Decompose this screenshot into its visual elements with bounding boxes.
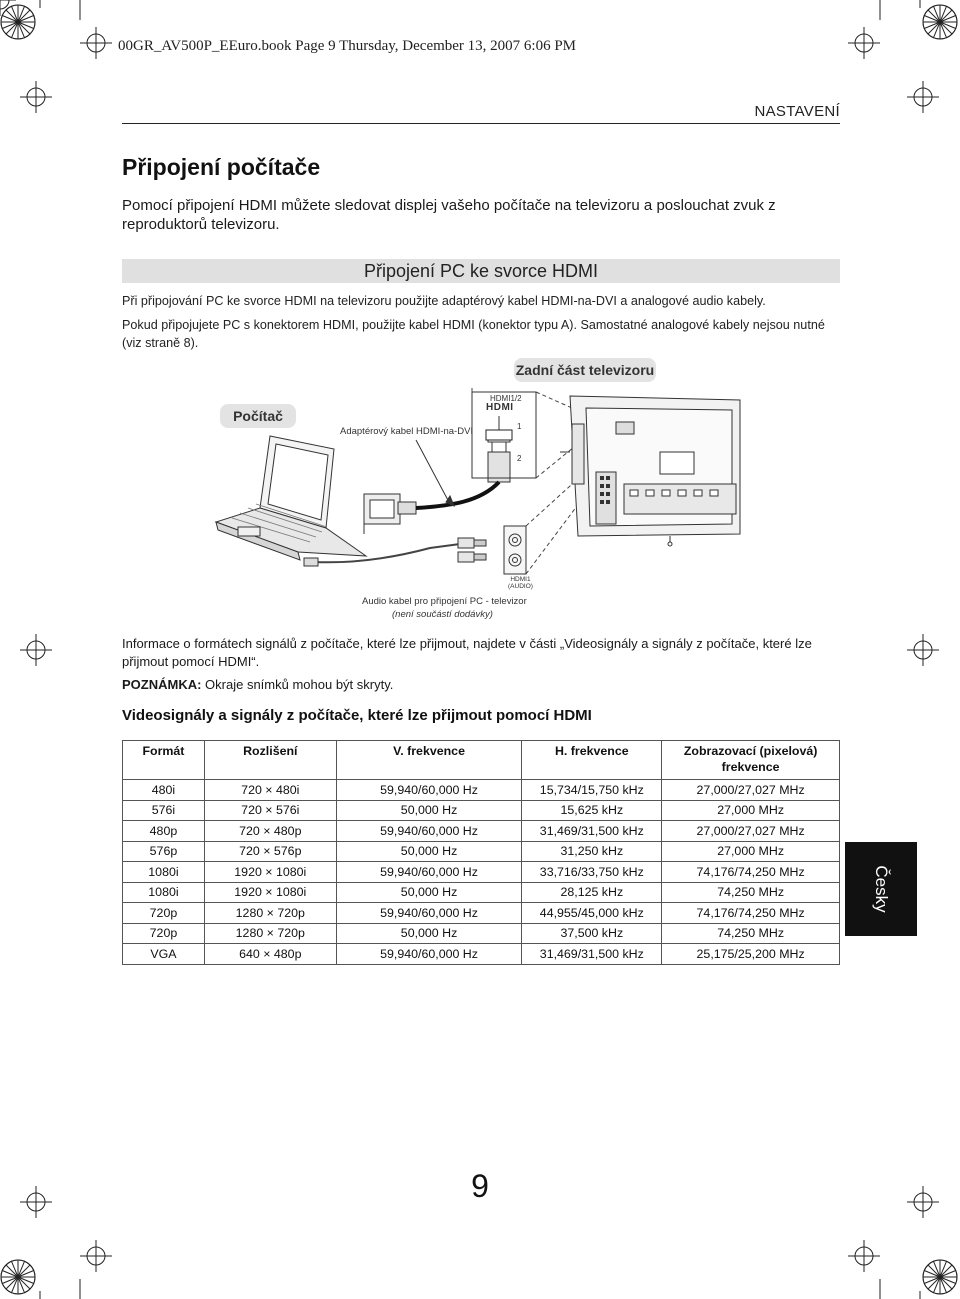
header-h-frequency: H. frekvence: [522, 741, 662, 780]
note-label: POZNÁMKA:: [122, 677, 202, 692]
cell-resolution: 720 × 576i: [204, 800, 336, 821]
cell-v-frequency: 50,000 Hz: [336, 841, 522, 862]
cell-pixel-frequency: 74,250 MHz: [662, 882, 840, 903]
header-format: Formát: [123, 741, 205, 780]
language-tab: [845, 842, 917, 936]
page-number: 9: [471, 1168, 489, 1204]
cell-resolution: 720 × 480p: [204, 821, 336, 842]
note-text: Okraje snímků mohou být skryty.: [201, 677, 394, 692]
header-v-frequency: V. frekvence: [336, 741, 522, 780]
cell-v-frequency: 59,940/60,000 Hz: [336, 944, 522, 965]
pc-label: Počítač: [220, 404, 296, 428]
tv-back-illustration: [560, 396, 740, 546]
intro-paragraph: Pomocí připojení HDMI můžete sledovat displej vašeho počítače na televizoru a poslouchat zvuk z reproduktorů televizoru.: [122, 197, 776, 233]
cell-v-frequency: 50,000 Hz: [336, 800, 522, 821]
cell-pixel-frequency: 27,000/27,027 MHz: [662, 821, 840, 842]
info-paragraph: Informace o formátech signálů z počítače, které lze přijmout, najdete v části „Videosignály a signály z počítače, které lze přijmout pomocí HDMI“.: [122, 636, 812, 669]
cell-h-frequency: 37,500 kHz: [522, 923, 662, 944]
laptop-illustration: [216, 436, 366, 560]
cell-h-frequency: 31,469/31,500 kHz: [522, 944, 662, 965]
cell-resolution: 1920 × 1080i: [204, 862, 336, 883]
cell-h-frequency: 31,469/31,500 kHz: [522, 821, 662, 842]
audio-port-label-line1: HDMI1: [510, 576, 531, 583]
cell-v-frequency: 59,940/60,000 Hz: [336, 903, 522, 924]
cell-resolution: 720 × 576p: [204, 841, 336, 862]
print-header: 00GR_AV500P_EEuro.book Page 9 Thursday, December 13, 2007 6:06 PM: [118, 38, 577, 54]
cell-v-frequency: 59,940/60,000 Hz: [336, 862, 522, 883]
cell-v-frequency: 59,940/60,000 Hz: [336, 780, 522, 801]
cell-format: 480p: [123, 821, 205, 842]
cell-format: 720p: [123, 923, 205, 944]
cell-h-frequency: 28,125 kHz: [522, 882, 662, 903]
cell-format: 1080i: [123, 882, 205, 903]
language-tab-label: Česky: [872, 865, 891, 913]
table-row: [123, 882, 840, 903]
cell-h-frequency: 31,250 kHz: [522, 841, 662, 862]
cell-pixel-frequency: 74,176/74,250 MHz: [662, 862, 840, 883]
table-row: [123, 944, 840, 965]
cell-pixel-frequency: 27,000/27,027 MHz: [662, 780, 840, 801]
page-title: Připojení počítače: [122, 154, 321, 180]
paragraph-hdmi: Pokud připojujete PC s konektorem HDMI, použijte kabel HDMI (konektor typu A). Samostatné analogové kabely nejsou nutné (viz straně 8).: [122, 318, 825, 350]
cell-h-frequency: 33,716/33,750 kHz: [522, 862, 662, 883]
cell-resolution: 640 × 480p: [204, 944, 336, 965]
cell-resolution: 720 × 480i: [204, 780, 336, 801]
cell-format: 1080i: [123, 862, 205, 883]
cell-format: 576i: [123, 800, 205, 821]
header-rule: [122, 123, 840, 124]
table-row: [123, 800, 840, 821]
table-row: [123, 862, 840, 883]
table-row: [123, 841, 840, 862]
cell-h-frequency: 15,734/15,750 kHz: [522, 780, 662, 801]
cell-resolution: 1920 × 1080i: [204, 882, 336, 903]
cell-h-frequency: 15,625 kHz: [522, 800, 662, 821]
cell-pixel-frequency: 74,250 MHz: [662, 923, 840, 944]
table-row: [123, 923, 840, 944]
table-row: [123, 821, 840, 842]
cell-v-frequency: 59,940/60,000 Hz: [336, 821, 522, 842]
port-1-label: 1: [517, 422, 522, 431]
table-row: [123, 903, 840, 924]
table-row: [123, 780, 840, 801]
table-header-row: [123, 741, 840, 780]
cell-v-frequency: 50,000 Hz: [336, 923, 522, 944]
hdmi-logo: HDMI: [486, 402, 514, 413]
cell-format: 720p: [123, 903, 205, 924]
header-pixel-frequency: Zobrazovací (pixelová) frekvence: [662, 741, 840, 780]
connection-diagram: [120, 356, 840, 626]
section-label: NASTAVENÍ: [754, 103, 840, 120]
audio-cable-note: (není součástí dodávky): [392, 609, 493, 620]
cell-format: 480i: [123, 780, 205, 801]
audio-cable-label: Audio kabel pro připojení PC - televizor: [362, 596, 527, 607]
note-paragraph: [122, 676, 842, 694]
cell-v-frequency: 50,000 Hz: [336, 882, 522, 903]
cell-h-frequency: 44,955/45,000 kHz: [522, 903, 662, 924]
adapter-cable-label: Adaptérový kabel HDMI-na-DVI: [340, 426, 474, 437]
cell-pixel-frequency: 25,175/25,200 MHz: [662, 944, 840, 965]
cell-pixel-frequency: 27,000 MHz: [662, 841, 840, 862]
cell-pixel-frequency: 27,000 MHz: [662, 800, 840, 821]
port-2-label: 2: [517, 454, 522, 463]
tv-back-label: Zadní část televizoru: [514, 358, 656, 382]
dvi-connector: [364, 494, 416, 534]
cell-format: VGA: [123, 944, 205, 965]
table-heading: Videosignály a signály z počítače, které lze přijmout pomocí HDMI: [122, 707, 592, 724]
cell-resolution: 1280 × 720p: [204, 903, 336, 924]
cell-pixel-frequency: 74,176/74,250 MHz: [662, 903, 840, 924]
cell-format: 576p: [123, 841, 205, 862]
cell-resolution: 1280 × 720p: [204, 923, 336, 944]
header-resolution: Rozlišení: [204, 741, 336, 780]
paragraph-adapter: Při připojování PC ke svorce HDMI na televizoru použijte adaptérový kabel HDMI-na-DVI a analogové audio kabely.: [122, 294, 766, 308]
diagram-artwork: [120, 356, 840, 626]
subsection-title: Připojení PC ke svorce HDMI: [122, 259, 840, 283]
audio-port-label-line2: (AUDIO): [508, 583, 533, 590]
hdmi-port-label: HDMI1/2: [490, 394, 522, 403]
signal-table: [122, 740, 840, 965]
